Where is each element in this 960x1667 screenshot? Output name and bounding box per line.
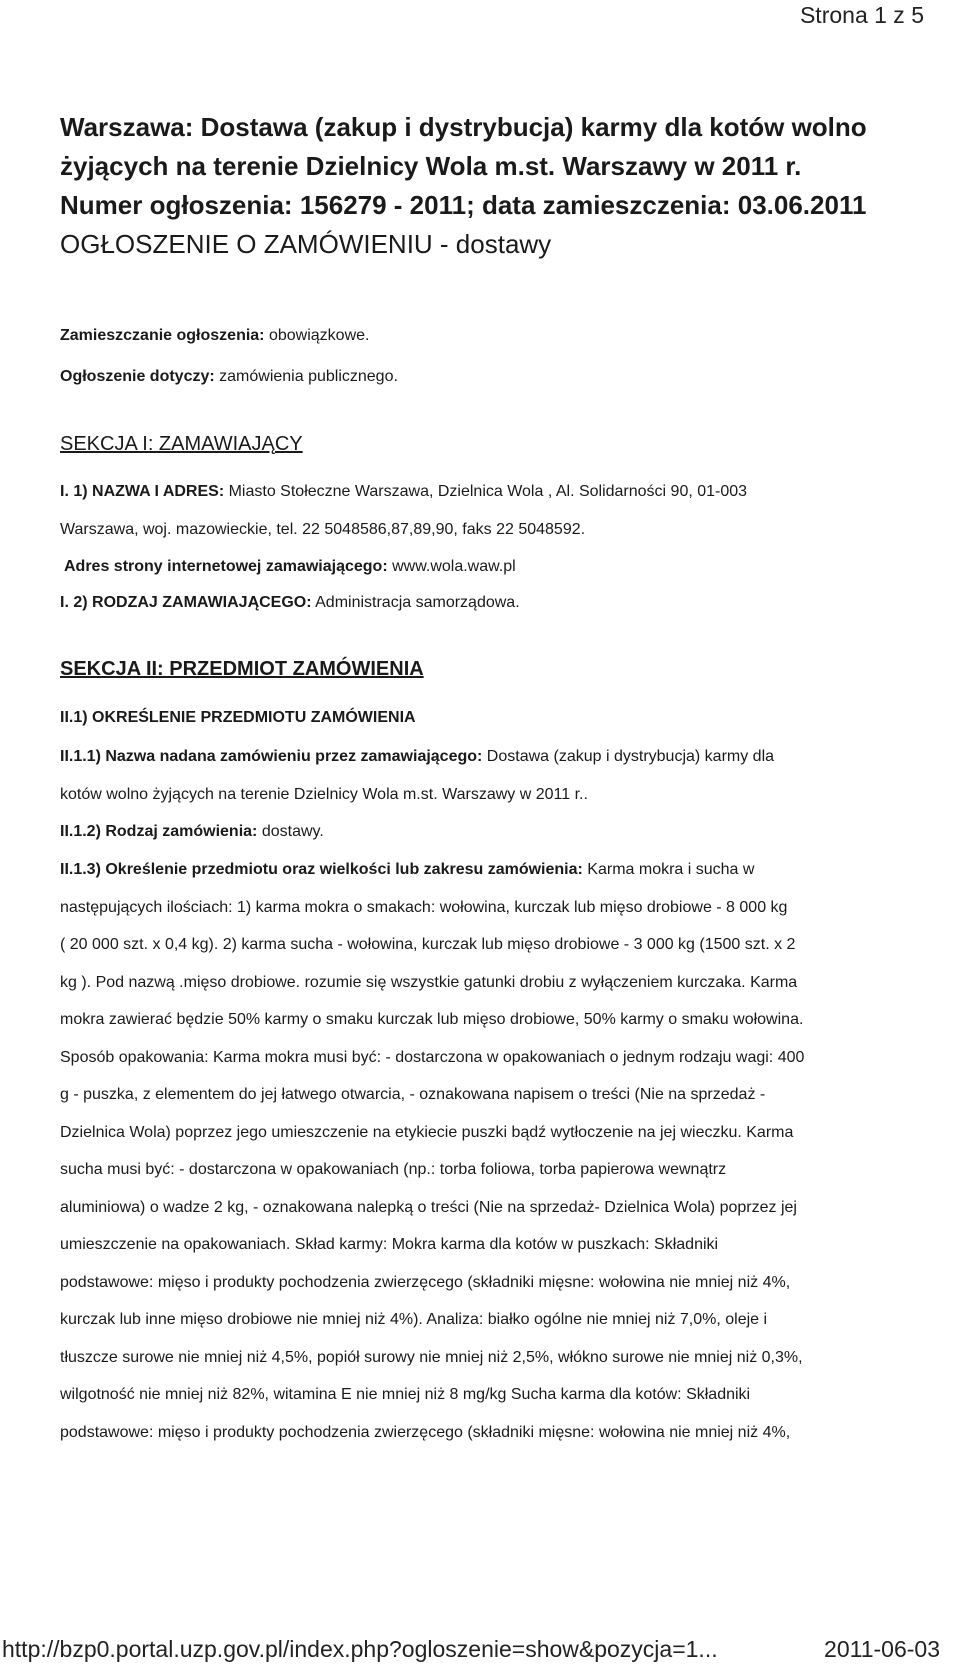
order-kind-label: II.1.2) Rodzaj zamówienia: (60, 823, 258, 840)
page-number: Strona 1 z 5 (799, 2, 924, 28)
order-scope-line: tłuszcze surowe nie mniej niż 4,5%, popiół surowy nie mniej niż 2,5%, włókno surowe nie mniej niż 0,3%, (60, 1348, 803, 1366)
order-name-row (60, 745, 940, 769)
contracting-type-value: Administracja samorządowa. (311, 594, 520, 611)
order-scope-line: podstawowe: mięso i produkty pochodzenia zwierzęcego (składniki mięsne: wołowina nie mniej niż 4%, (60, 1423, 791, 1441)
footer-date: 2011-06-03 (824, 1636, 940, 1662)
order-name-continued: kotów wolno żyjących na terenie Dzielnicy Wola m.st. Warszawy w 2011 r.. (60, 786, 588, 803)
title-line-1: Warszawa: Dostawa (zakup i dystrybucja) karmy dla kotów wolno (60, 112, 867, 142)
order-scope-line: sucha musi być: - dostarczona w opakowaniach (np.: torba foliowa, torba papierowa wewnątrz (60, 1161, 727, 1178)
order-kind-row (60, 820, 940, 844)
order-scope-line: g - puszka, z elementem do jej łatwego otwarcia, - oznakowana napisem o treści (Nie na sprzedaż - (60, 1086, 766, 1103)
order-kind-value: dostawy. (257, 823, 324, 840)
order-scope-line: Dzielnica Wola) poprzez jego umieszczenie na etykiecie puszki bądź wytłoczenie na jej wieczku. Karma (60, 1123, 794, 1141)
contracting-type-label: I. 2) RODZAJ ZAMAWIAJĄCEGO: (60, 594, 312, 611)
order-scope-line: ( 20 000 szt. x 0,4 kg). 2) karma sucha - wołowina, kurczak lub mięso drobiowe - 3 000 kg (1500 szt. x 2 (60, 936, 796, 953)
order-scope-line: następujących ilościach: 1) karma mokra o smakach: wołowina, kurczak lub mięso drobiowe - 8 000 kg (60, 898, 788, 916)
order-scope-line: kg ). Pod nazwą .mięso drobiowe. rozumie się wszystkie gatunki drobiu z wyłączeniem kurczaka. Karma (60, 973, 798, 991)
section-2-subheading: II.1) OKREŚLENIE PRZEDMIOTU ZAMÓWIENIA (60, 709, 416, 726)
website-value[interactable]: www.wola.waw.pl (387, 558, 516, 575)
contracting-address-row: Warszawa, woj. mazowieckie, tel. 22 5048586,87,89,90, faks 22 5048592. (60, 521, 586, 538)
section-1-heading: SEKCJA I: ZAMAWIAJĄCY (60, 433, 303, 455)
document-body (60, 324, 940, 1451)
order-scope-line: mokra zawierać będzie 50% karmy o smaku kurczak lub mięso drobiowe, 50% karmy o smaku wołowina. (60, 1011, 804, 1028)
placement-label: Zamieszczanie ogłoszenia: (60, 327, 265, 344)
placement-row (60, 324, 940, 348)
section-2-heading: SEKCJA II: PRZEDMIOT ZAMÓWIENIA (60, 658, 424, 680)
order-scope-paragraph (60, 851, 940, 1451)
concerns-row (60, 365, 940, 389)
order-scope-line: wilgotność nie mniej niż 82%, witamina E nie mniej niż 8 mg/kg Sucha karma dla kotów: Składniki (60, 1386, 751, 1403)
order-scope-line (60, 851, 940, 889)
title-line-3: Numer ogłoszenia: 156279 - 2011; data zamieszczenia: 03.06.2011 (60, 190, 867, 220)
order-scope-line: podstawowe: mięso i produkty pochodzenia zwierzęcego (składniki mięsne: wołowina nie mniej niż 4%, (60, 1273, 791, 1291)
title-line-4: OGŁOSZENIE O ZAMÓWIENIU - dostawy (60, 229, 552, 259)
concerns-label: Ogłoszenie dotyczy: (60, 368, 215, 385)
contracting-type-row (60, 591, 940, 615)
order-scope-line: Sposób opakowania: Karma mokra musi być: - dostarczona w opakowaniach o jednym rodzaju wagi: 400 (60, 1048, 805, 1066)
footer-url[interactable]: http://bzp0.portal.uzp.gov.pl/index.php?ogloszenie=show&pozycja=1... (2, 1636, 718, 1662)
placement-value: obowiązkowe. (264, 327, 370, 344)
order-scope-label: II.1.3) Określenie przedmiotu oraz wielkości lub zakresu zamówienia: (60, 861, 583, 878)
order-scope-line: kurczak lub inne mięso drobiowe nie mniej niż 4%). Analiza: białko ogólne nie mniej niż 7,0%, oleje i (60, 1311, 768, 1328)
title-line-2: żyjących na terenie Dzielnicy Wola m.st. Warszawy w 2011 r. (60, 151, 802, 181)
page-footer (0, 1636, 960, 1667)
order-name-label: II.1.1) Nazwa nadana zamówieniu przez zamawiającego: (60, 748, 483, 765)
order-scope-line: umieszczenie na opakowaniach. Skład karmy: Mokra karma dla kotów w puszkach: Składniki (60, 1236, 719, 1253)
website-label: Adres strony internetowej zamawiającego: (64, 558, 388, 575)
concerns-value: zamówienia publicznego. (214, 368, 398, 385)
order-scope-line: aluminiowa) o wadze 2 kg, - oznakowana nalepką o treści (Nie na sprzedaż- Dzielnica Wola) poprzez jej (60, 1198, 797, 1216)
order-scope-text: Karma mokra i sucha w (582, 861, 755, 878)
contracting-name-label: I. 1) NAZWA I ADRES: (60, 483, 225, 500)
contracting-name-value: Miasto Stołeczne Warszawa, Dzielnica Wola , Al. Solidarności 90, 01-003 (224, 483, 748, 500)
order-name-value: Dostawa (zakup i dystrybucja) karmy dla (482, 748, 775, 765)
website-row (60, 555, 940, 579)
title-block (60, 108, 930, 264)
contracting-name-row (60, 480, 940, 504)
